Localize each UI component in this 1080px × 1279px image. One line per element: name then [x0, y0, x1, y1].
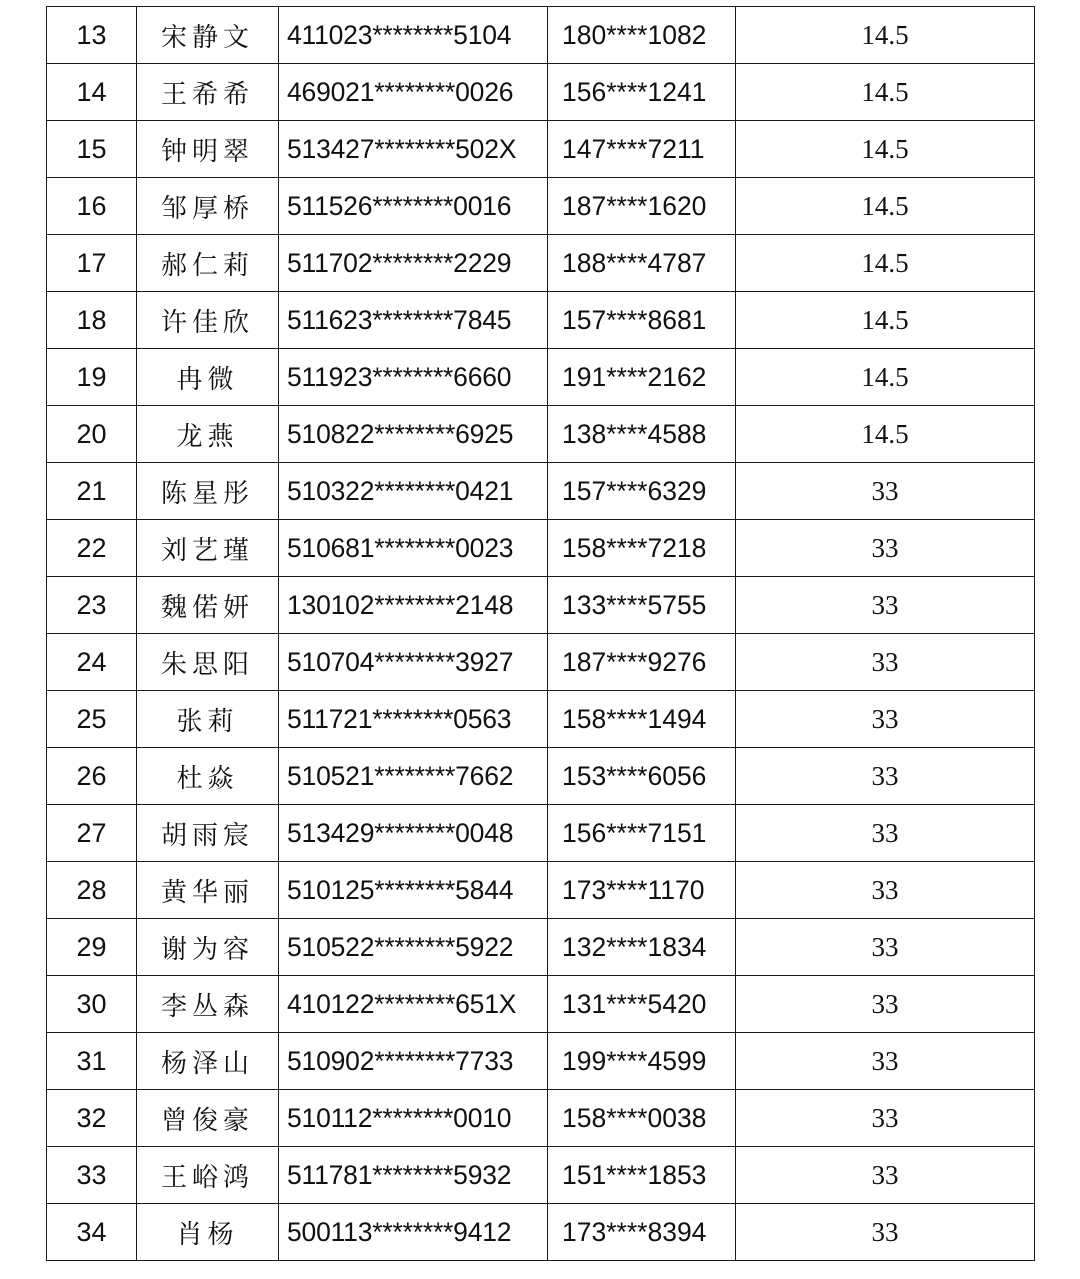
table-row — [47, 349, 1035, 406]
cell-id-number: 510822********6925 — [279, 406, 548, 463]
table-row — [47, 919, 1035, 976]
table-row — [47, 121, 1035, 178]
cell-number: 29 — [47, 919, 137, 976]
cell-name: 黄华丽 — [137, 862, 279, 919]
cell-number: 16 — [47, 178, 137, 235]
cell-number: 17 — [47, 235, 137, 292]
cell-phone: 157****8681 — [548, 292, 736, 349]
table-row — [47, 1090, 1035, 1147]
table-row — [47, 634, 1035, 691]
cell-phone: 158****0038 — [548, 1090, 736, 1147]
table-row — [47, 292, 1035, 349]
cell-phone: 131****5420 — [548, 976, 736, 1033]
cell-name: 杜焱 — [137, 748, 279, 805]
cell-phone: 147****7211 — [548, 121, 736, 178]
cell-name: 朱思阳 — [137, 634, 279, 691]
cell-phone: 173****1170 — [548, 862, 736, 919]
cell-number: 22 — [47, 520, 137, 577]
cell-score: 33 — [736, 1147, 1035, 1204]
cell-name: 刘艺瑾 — [137, 520, 279, 577]
cell-number: 33 — [47, 1147, 137, 1204]
cell-phone: 138****4588 — [548, 406, 736, 463]
table-row — [47, 748, 1035, 805]
cell-score: 14.5 — [736, 178, 1035, 235]
cell-id-number: 469021********0026 — [279, 64, 548, 121]
cell-name: 郝仁莉 — [137, 235, 279, 292]
cell-number: 28 — [47, 862, 137, 919]
cell-phone: 199****4599 — [548, 1033, 736, 1090]
cell-score: 33 — [736, 976, 1035, 1033]
cell-name: 钟明翠 — [137, 121, 279, 178]
cell-score: 33 — [736, 1033, 1035, 1090]
cell-phone: 191****2162 — [548, 349, 736, 406]
table-row — [47, 805, 1035, 862]
cell-name: 陈星彤 — [137, 463, 279, 520]
cell-name: 冉微 — [137, 349, 279, 406]
cell-id-number: 511526********0016 — [279, 178, 548, 235]
cell-id-number: 513427********502X — [279, 121, 548, 178]
cell-name: 王希希 — [137, 64, 279, 121]
cell-score: 33 — [736, 919, 1035, 976]
cell-id-number: 510322********0421 — [279, 463, 548, 520]
table-row — [47, 178, 1035, 235]
cell-score: 14.5 — [736, 7, 1035, 64]
cell-phone: 187****9276 — [548, 634, 736, 691]
table-row — [47, 862, 1035, 919]
cell-score: 33 — [736, 634, 1035, 691]
cell-number: 14 — [47, 64, 137, 121]
cell-phone: 187****1620 — [548, 178, 736, 235]
table-row — [47, 1033, 1035, 1090]
cell-score: 33 — [736, 577, 1035, 634]
cell-name: 魏偌妍 — [137, 577, 279, 634]
cell-id-number: 510521********7662 — [279, 748, 548, 805]
cell-phone: 158****1494 — [548, 691, 736, 748]
roster-table-body — [47, 7, 1035, 1261]
cell-phone: 156****1241 — [548, 64, 736, 121]
cell-number: 26 — [47, 748, 137, 805]
cell-number: 27 — [47, 805, 137, 862]
table-row — [47, 520, 1035, 577]
cell-name: 邹厚桥 — [137, 178, 279, 235]
cell-score: 33 — [736, 805, 1035, 862]
cell-phone: 133****5755 — [548, 577, 736, 634]
table-row — [47, 64, 1035, 121]
cell-name: 王峪鸿 — [137, 1147, 279, 1204]
table-row — [47, 7, 1035, 64]
cell-phone: 180****1082 — [548, 7, 736, 64]
cell-number: 24 — [47, 634, 137, 691]
cell-score: 33 — [736, 691, 1035, 748]
cell-number: 13 — [47, 7, 137, 64]
cell-id-number: 510681********0023 — [279, 520, 548, 577]
cell-phone: 153****6056 — [548, 748, 736, 805]
cell-number: 23 — [47, 577, 137, 634]
cell-score: 33 — [736, 1090, 1035, 1147]
cell-score: 14.5 — [736, 349, 1035, 406]
cell-number: 15 — [47, 121, 137, 178]
table-row — [47, 463, 1035, 520]
cell-name: 肖杨 — [137, 1204, 279, 1261]
cell-name: 曾俊豪 — [137, 1090, 279, 1147]
cell-phone: 156****7151 — [548, 805, 736, 862]
cell-phone: 173****8394 — [548, 1204, 736, 1261]
cell-score: 14.5 — [736, 121, 1035, 178]
table-row — [47, 691, 1035, 748]
cell-name: 谢为容 — [137, 919, 279, 976]
roster-sheet — [46, 6, 1034, 1261]
cell-name: 宋静文 — [137, 7, 279, 64]
table-row — [47, 577, 1035, 634]
cell-phone: 157****6329 — [548, 463, 736, 520]
cell-score: 33 — [736, 1204, 1035, 1261]
cell-id-number: 511781********5932 — [279, 1147, 548, 1204]
cell-score: 14.5 — [736, 235, 1035, 292]
cell-score: 14.5 — [736, 64, 1035, 121]
cell-id-number: 510125********5844 — [279, 862, 548, 919]
cell-id-number: 510902********7733 — [279, 1033, 548, 1090]
cell-number: 20 — [47, 406, 137, 463]
cell-phone: 158****7218 — [548, 520, 736, 577]
cell-name: 张莉 — [137, 691, 279, 748]
cell-phone: 132****1834 — [548, 919, 736, 976]
cell-score: 14.5 — [736, 406, 1035, 463]
cell-number: 30 — [47, 976, 137, 1033]
cell-score: 33 — [736, 862, 1035, 919]
cell-number: 19 — [47, 349, 137, 406]
cell-number: 18 — [47, 292, 137, 349]
table-row — [47, 1204, 1035, 1261]
cell-number: 32 — [47, 1090, 137, 1147]
cell-score: 14.5 — [736, 292, 1035, 349]
cell-name: 杨泽山 — [137, 1033, 279, 1090]
cell-phone: 151****1853 — [548, 1147, 736, 1204]
table-row — [47, 976, 1035, 1033]
table-row — [47, 235, 1035, 292]
cell-name: 龙燕 — [137, 406, 279, 463]
cell-id-number: 130102********2148 — [279, 577, 548, 634]
cell-score: 33 — [736, 463, 1035, 520]
cell-score: 33 — [736, 520, 1035, 577]
cell-score: 33 — [736, 748, 1035, 805]
cell-id-number: 511623********7845 — [279, 292, 548, 349]
cell-id-number: 510704********3927 — [279, 634, 548, 691]
table-row — [47, 406, 1035, 463]
cell-number: 34 — [47, 1204, 137, 1261]
cell-id-number: 511702********2229 — [279, 235, 548, 292]
cell-id-number: 500113********9412 — [279, 1204, 548, 1261]
cell-number: 31 — [47, 1033, 137, 1090]
cell-id-number: 410122********651X — [279, 976, 548, 1033]
table-row — [47, 1147, 1035, 1204]
cell-number: 21 — [47, 463, 137, 520]
cell-number: 25 — [47, 691, 137, 748]
cell-name: 胡雨宸 — [137, 805, 279, 862]
cell-name: 李丛森 — [137, 976, 279, 1033]
cell-id-number: 513429********0048 — [279, 805, 548, 862]
cell-id-number: 511721********0563 — [279, 691, 548, 748]
roster-table — [46, 6, 1035, 1261]
cell-name: 许佳欣 — [137, 292, 279, 349]
cell-phone: 188****4787 — [548, 235, 736, 292]
cell-id-number: 511923********6660 — [279, 349, 548, 406]
cell-id-number: 411023********5104 — [279, 7, 548, 64]
cell-id-number: 510522********5922 — [279, 919, 548, 976]
cell-id-number: 510112********0010 — [279, 1090, 548, 1147]
